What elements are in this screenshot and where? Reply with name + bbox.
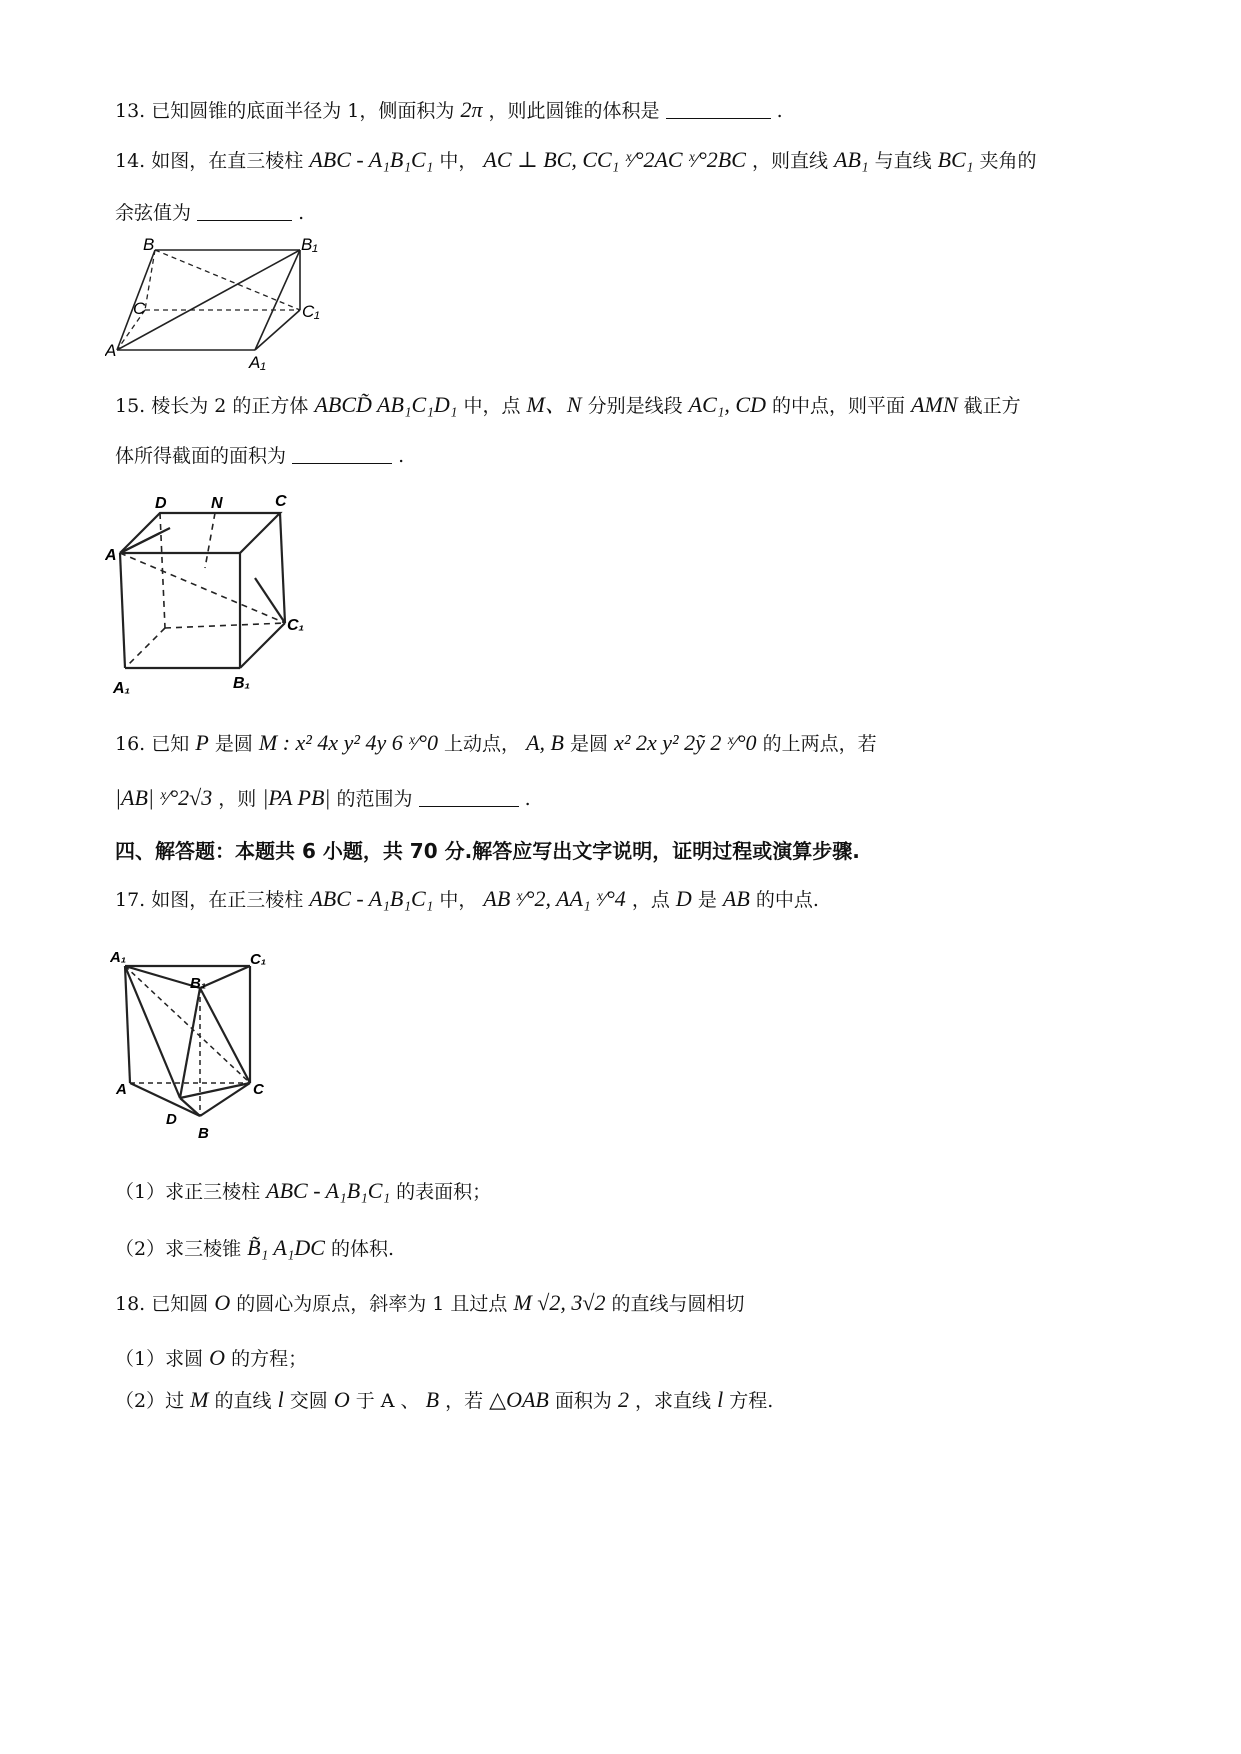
q14-prism: ABC - A₁B₁C₁: [309, 147, 434, 172]
q18-p2-t6: ，求直线: [635, 1390, 712, 1412]
q18-prefix: 18. 已知圆: [115, 1293, 209, 1315]
q14-and: 与直线: [874, 150, 932, 172]
q18-t1: 的圆心为原点，斜率为 1 且过点: [236, 1293, 508, 1315]
q16-P: P: [195, 730, 209, 755]
q16-answer-blank: [419, 786, 519, 807]
q17-label-D: D: [166, 1111, 177, 1128]
q16-circle2: x² 2x y² 2ỹ 2 ˣ⁄°0: [614, 730, 757, 755]
q18-p2-prefix: （2）过: [115, 1390, 185, 1412]
q17-p1-prefix: （1）求正三棱柱: [115, 1181, 261, 1203]
question-18: [115, 1290, 745, 1317]
q18-p2-O: O: [333, 1387, 350, 1412]
q14-suffix: ，则直线: [751, 150, 828, 172]
q18-p2-t3: 于 A 、: [355, 1390, 420, 1412]
question-14: [115, 147, 1036, 174]
q18-p2-l2: l: [717, 1387, 724, 1412]
question-17-part-2: [115, 1235, 394, 1262]
q14-answer-blank: [197, 200, 292, 221]
q15-tail: 截正方: [963, 395, 1021, 417]
q17-p2-prefix: （2）求三棱锥: [115, 1238, 242, 1260]
q15-cube-figure: [105, 488, 355, 703]
q18-p2-l: l: [277, 1387, 284, 1412]
q17-p2-pyramid: B̃₁ A₁DC: [247, 1235, 325, 1260]
q18-p1-prefix: （1）求圆: [115, 1348, 204, 1370]
q14-line1: AB₁: [834, 147, 869, 172]
q15-text3: 的中点，则平面: [772, 395, 906, 417]
q18-p2-B: B: [425, 1387, 440, 1412]
q17-label-C: C: [253, 1081, 264, 1098]
q18-O: O: [214, 1290, 231, 1315]
q16-prefix: 16. 已知: [115, 733, 190, 755]
q15-label-D: D: [155, 495, 167, 512]
q16-circle1: M : x² 4x y² 4y 6 ˣ⁄°0: [258, 730, 438, 755]
q18-p2-t2: 交圆: [289, 1390, 328, 1412]
q16-abs-ab: |AB| ˣ⁄°2√3: [115, 785, 213, 810]
q18-p2-triangle: △OAB: [489, 1387, 549, 1412]
q15-mid: 中，点: [463, 395, 521, 417]
q14-label-B1: B₁: [301, 235, 318, 254]
q18-p2-t4: ，若: [445, 1390, 484, 1412]
q14-mid: 中，: [439, 150, 478, 172]
q15-label-A1: A₁: [113, 680, 131, 697]
q15-points: M、N: [526, 392, 582, 417]
q14-label-C1: C₁: [302, 302, 320, 321]
q14-tail: 夹角的: [979, 150, 1037, 172]
q18-p1-O: O: [209, 1345, 226, 1370]
q17-prism-figure: [110, 948, 310, 1148]
q16-t3: 是圆: [570, 733, 609, 755]
q17-label-B1: B₁: [190, 975, 207, 992]
q15-segments: AC₁, CD: [688, 392, 766, 417]
q15-end: .: [398, 445, 405, 467]
q15-label-C1: C₁: [287, 617, 305, 634]
question-18-part-2: [115, 1387, 773, 1414]
q17-t4: 的中点.: [755, 889, 819, 911]
q17-prism: ABC - A₁B₁C₁: [309, 886, 434, 911]
q13-area: 2π: [460, 97, 483, 122]
q16-end: .: [524, 788, 531, 810]
question-16: [115, 730, 877, 757]
q16-t2: 上动点，: [444, 733, 521, 755]
q14-label-A: A: [105, 341, 117, 360]
q15-text2: 分别是线段: [587, 395, 683, 417]
question-15: [115, 392, 1021, 419]
q18-p1-suffix: 的方程；: [231, 1348, 308, 1370]
q18-t2: 的直线与圆相切: [611, 1293, 745, 1315]
q18-M: M √2, 3√2: [513, 1290, 606, 1315]
q17-p2-suffix: 的体积.: [331, 1238, 395, 1260]
q17-label-A: A: [116, 1081, 127, 1098]
q15-line-b: 体所得截面的面积为: [115, 445, 287, 467]
q13-suffix: ，则此圆锥的体积是: [488, 100, 660, 122]
q17-t3: 是: [697, 889, 717, 911]
q16-t4: 的上两点，若: [762, 733, 877, 755]
q16-vector: |PA PB|: [262, 785, 331, 810]
q14-line-b: 余弦值为: [115, 202, 192, 224]
section-4-heading: 四、解答题：本题共 6 小题，共 70 分.解答应写出文字说明，证明过程或演算步骤.: [115, 839, 860, 863]
q16-t6: 的范围为: [336, 788, 413, 810]
question-17: [115, 886, 819, 913]
q14-end: .: [298, 202, 305, 224]
q14-line2: BC₁: [937, 147, 974, 172]
q18-p2-M: M: [190, 1387, 209, 1412]
q15-prefix: 15. 棱长为 2 的正方体: [115, 395, 309, 417]
q17-condition: AB ˣ⁄°2, AA₁ ˣ⁄°4: [483, 886, 626, 911]
q17-AB: AB: [722, 886, 750, 911]
q16-t1: 是圆: [214, 733, 253, 755]
q18-p2-t7: 方程.: [729, 1390, 774, 1412]
question-16-line2: [115, 785, 531, 812]
question-13: [115, 97, 783, 124]
q14-prism-figure: [105, 232, 345, 372]
q16-AB: A, B: [526, 730, 564, 755]
question-18-part-1: [115, 1345, 307, 1372]
q17-p1-suffix: 的表面积；: [396, 1181, 492, 1203]
q18-p2-t1: 的直线: [214, 1390, 272, 1412]
q17-D: D: [675, 886, 692, 911]
q14-prefix: 14. 如图，在直三棱柱: [115, 150, 304, 172]
q15-label-B1: B₁: [233, 675, 251, 692]
q17-mid: 中，: [439, 889, 478, 911]
q17-p1-prism: ABC - A₁B₁C₁: [266, 1178, 391, 1203]
q15-plane: AMN: [911, 392, 958, 417]
question-17-part-1: [115, 1178, 491, 1205]
q17-label-A1: A₁: [110, 949, 127, 966]
q15-label-C: C: [275, 493, 287, 510]
q13-answer-blank: [666, 98, 771, 119]
q14-label-B: B: [143, 235, 155, 254]
q18-p2-2: 2: [617, 1387, 629, 1412]
q17-label-C1: C₁: [250, 951, 267, 968]
q17-prefix: 17. 如图，在正三棱柱: [115, 889, 304, 911]
q14-label-C: C: [133, 299, 146, 318]
q15-label-N: N: [211, 495, 223, 512]
q14-label-A1: A₁: [249, 353, 266, 372]
q15-cube: ABCD̃ AB₁C₁D₁: [314, 392, 458, 417]
q16-t5: ，则: [218, 788, 257, 810]
q13-end: .: [776, 100, 783, 122]
q14-condition: AC ⊥ BC, CC₁ ˣ⁄°2AC ˣ⁄°2BC: [483, 147, 746, 172]
question-15-line2: [115, 443, 404, 469]
q18-p2-t5: 面积为: [554, 1390, 612, 1412]
q17-label-B: B: [198, 1125, 209, 1142]
q13-prefix: 13. 已知圆锥的底面半径为 1，侧面积为: [115, 100, 455, 122]
q15-label-A: A: [105, 547, 117, 564]
q15-answer-blank: [292, 443, 392, 464]
q17-t2: ，点: [631, 889, 670, 911]
question-14-line2: [115, 200, 304, 226]
